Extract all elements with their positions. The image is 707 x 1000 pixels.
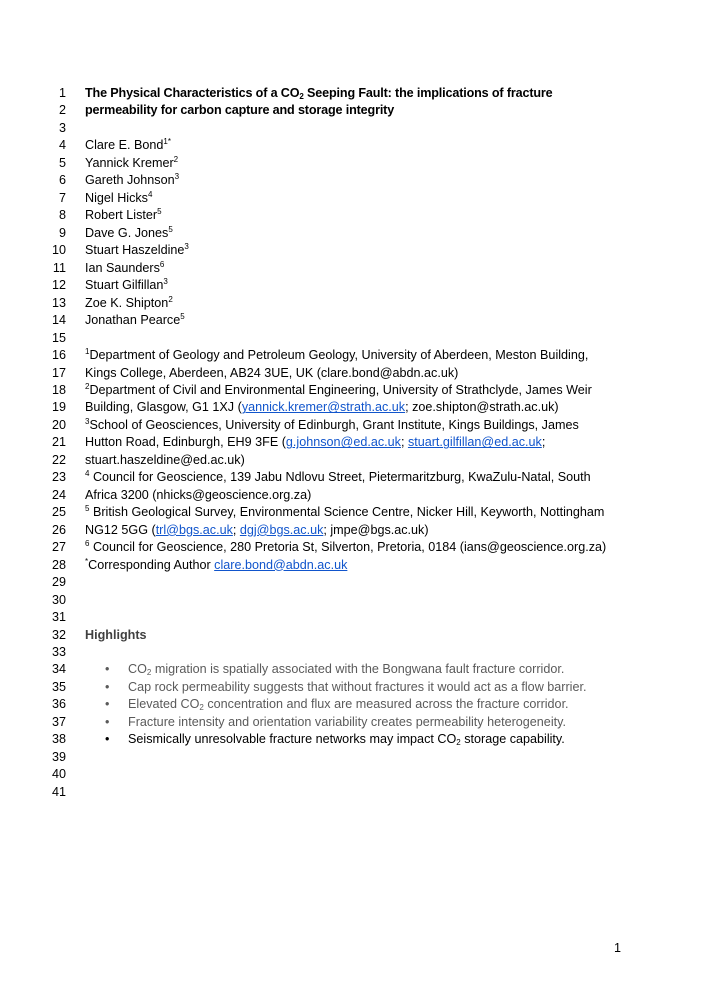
subscript: 2 [199,703,204,713]
line-number: 24 [51,487,66,502]
affiliation-3 [85,417,579,434]
author-line [0,260,707,277]
affiliation-4-cont: Africa 3200 (nhicks@geoscience.org.za) [85,487,312,502]
line-number: 14 [51,313,66,328]
author [85,137,171,154]
affiliation-5 [85,504,604,521]
line-number: 20 [51,417,66,432]
affiliation-line [0,539,707,556]
text: storage capability. [460,732,565,747]
highlight-item [0,661,707,678]
line-number: 3 [58,120,66,135]
affiliation-1-cont: Kings College, Aberdeen, AB24 3UE, UK (clare.bond@abdn.ac.uk) [85,365,459,380]
line-number: 34 [51,662,66,677]
author-line [0,242,707,259]
email-link-gilfillan[interactable]: stuart.gilfillan@ed.ac.uk [407,435,542,450]
line [0,120,707,137]
line-number: 15 [51,330,66,345]
title-text: The Physical Characteristics of a CO [85,86,300,100]
affiliation-text: Hutton Road, Edinburgh, EH9 3FE ( [85,435,286,450]
affiliation-6 [85,539,606,556]
line-number: 31 [51,610,66,625]
affiliation-text: ; jmpe@bgs.ac.uk) [323,522,429,537]
affiliation-mark: 6 [85,539,90,549]
line [0,766,707,783]
email-link-johnson[interactable]: g.johnson@ed.ac.uk [285,435,401,450]
email-link-kremer[interactable]: yannick.kremer@strath.ac.uk [241,400,406,415]
affiliation-line [0,504,707,521]
author-line [0,225,707,242]
author [85,190,152,207]
corresponding-label: Corresponding Author [88,557,215,572]
affiliation-text: School of Geosciences, University of Edinburgh, Grant Institute, Kings Buildings, James [89,417,579,432]
line-number: 1 [58,86,66,100]
author-affiliation-mark: 2 [173,154,179,164]
line-number: 5 [58,155,66,170]
line-number: 11 [52,260,66,275]
line-number: 16 [51,348,66,363]
text: CO [128,662,147,677]
affiliation-line [0,417,707,434]
line-number: 25 [51,505,66,520]
author-line [0,155,707,172]
author [85,277,168,294]
highlight-item [0,714,707,731]
author-name: Clare E. Bond [85,138,164,153]
affiliation-2 [85,382,592,399]
author [85,207,162,224]
text: migration is spatially associated with the Bongwana fault fracture corridor. [151,662,565,677]
affiliation-line [0,452,707,469]
author [85,225,173,242]
author-affiliation-mark: 2 [168,294,173,304]
author-affiliation-mark: 5 [157,207,162,217]
line-number: 37 [51,714,66,729]
author-name: Nigel Hicks [85,190,148,205]
bullet-icon: • [105,714,110,729]
line-number: 8 [58,208,66,223]
affiliation-3-cont: stuart.haszeldine@ed.ac.uk) [85,452,245,467]
affiliation-4 [85,469,591,486]
line [0,102,707,119]
author [85,312,185,329]
line [0,574,707,591]
line-number: 18 [51,382,66,397]
highlight-text: Cap rock permeability suggests that without fractures it would act as a flow barrier. [128,679,587,694]
line-number: 27 [51,540,66,555]
email-link-lister[interactable]: trl@bgs.ac.uk [155,522,233,537]
affiliation-line [0,382,707,399]
corresponding-author-line [0,557,707,574]
line-number: 29 [51,575,66,590]
line-number: 4 [58,138,66,153]
author-line [0,312,707,329]
line-number: 17 [51,365,66,380]
author-name: Ian Saunders [85,260,160,275]
line-number: 30 [51,592,66,607]
affiliation-line [0,487,707,504]
author-name: Dave G. Jones [85,225,169,240]
author [85,295,173,312]
line-number: 36 [51,697,66,712]
affiliation-text: Council for Geoscience, 139 Jabu Ndlovu Street, Pietermaritzburg, KwaZulu-Natal, South [89,470,591,485]
author-name: Yannick Kremer [85,155,174,170]
affiliation-5-cont [85,522,429,539]
line-number: 41 [51,784,66,799]
affiliation-line [0,347,707,364]
author-affiliation-mark: 1* [163,137,171,147]
line [0,784,707,801]
line-number: 7 [58,190,66,205]
line-number: 22 [51,452,66,467]
author-affiliation-mark: 3 [163,277,168,287]
bullet-icon: • [105,662,110,677]
line [0,85,707,102]
line [0,749,707,766]
affiliation-mark: 3 [85,416,90,426]
page-number: 1 [614,941,622,955]
paper-title-line-2: permeability for carbon capture and storage integrity [85,103,395,118]
author [85,172,179,189]
separator: ; [400,435,408,450]
author-name: Stuart Gilfillan [85,278,164,293]
line-number: 33 [51,645,66,659]
subscript: 2 [146,668,152,678]
highlight-text [128,696,569,713]
affiliation-line [0,365,707,382]
asterisk-mark: * [85,556,89,566]
line-number: 35 [51,679,66,694]
corresponding-author [85,557,347,574]
author-name: Gareth Johnson [85,173,175,188]
affiliation-text: British Geological Survey, Environmental Science Centre, Nicker Hill, Keyworth, Nottingham [89,505,605,520]
bullet-icon: • [105,679,110,694]
line-number: 6 [58,173,66,188]
author [85,155,178,172]
line [0,627,707,644]
email-link-jones[interactable]: dgj@bgs.ac.uk [239,522,324,537]
affiliation-text: Department of Civil and Environmental Engineering, University of Strathclyde, James Weir [89,382,592,397]
author-name: Robert Lister [85,208,158,223]
text: Seismically unresolvable fracture networks may impact CO [128,732,457,747]
line [0,592,707,609]
bullet-icon: • [105,697,110,712]
line-number: 40 [51,767,66,782]
affiliation-line [0,469,707,486]
line [0,330,707,347]
text: concentration and flux are measured across the fracture corridor. [203,697,569,712]
affiliation-mark: 1 [85,347,90,357]
affiliation-text: ; zoe.shipton@strath.ac.uk) [405,400,559,415]
affiliation-text: NG12 5GG ( [85,522,156,537]
highlight-text [128,661,564,678]
affiliation-1 [85,347,588,364]
affiliation-mark: 4 [85,469,90,479]
line [0,609,707,626]
line-number: 12 [51,278,66,293]
author-affiliation-mark: 5 [168,224,173,234]
affiliation-line [0,522,707,539]
author-line [0,295,707,312]
author [85,260,164,277]
title-text: Seeping Fault: the implications of fracture [303,86,553,100]
text: Elevated CO [128,697,200,712]
author-line [0,137,707,154]
highlight-item [0,679,707,696]
highlight-item [0,696,707,713]
author-affiliation-mark: 6 [159,259,165,269]
line-number: 9 [58,225,66,240]
author-line [0,207,707,224]
line-number: 10 [51,243,66,258]
line-number: 32 [51,627,66,642]
affiliation-text: ; [541,435,546,450]
line-number: 2 [58,103,66,118]
affiliation-text: Department of Geology and Petroleum Geology, University of Aberdeen, Meston Building, [89,348,589,363]
author-line [0,277,707,294]
line-number: 21 [51,435,66,450]
affiliation-3-cont [85,434,545,451]
author-name: Stuart Haszeldine [85,243,185,258]
line-number: 13 [51,295,66,310]
subscript: 2 [299,92,304,101]
line-number: 26 [51,522,66,537]
author-affiliation-mark: 3 [184,242,189,252]
line-number: 28 [51,557,66,572]
line-number: 38 [51,732,66,747]
line-number: 23 [51,470,66,485]
separator: ; [232,522,240,537]
affiliation-line [0,434,707,451]
author-affiliation-mark: 5 [180,312,185,322]
email-link-bond[interactable]: clare.bond@abdn.ac.uk [214,557,348,572]
author-affiliation-mark: 3 [174,172,180,182]
highlight-item [0,731,707,748]
highlight-text: Fracture intensity and orientation variability creates permeability heterogeneity. [128,714,566,729]
affiliation-text: Building, Glasgow, G1 1XJ ( [85,400,242,415]
affiliation-2-cont [85,399,559,416]
paper-title-line-1 [85,85,553,102]
author-name: Jonathan Pearce [85,313,181,328]
affiliation-mark: 5 [85,504,90,514]
line-number: 19 [51,400,66,415]
author-line [0,190,707,207]
highlight-text [128,731,565,748]
bullet-icon: • [105,732,110,747]
subscript: 2 [456,738,461,748]
author-affiliation-mark: 4 [147,189,153,199]
affiliation-line [0,399,707,416]
author-name: Zoe K. Shipton [85,295,169,310]
author-line [0,172,707,189]
line-numbered-body [0,85,707,801]
affiliation-mark: 2 [85,381,90,391]
author [85,242,189,259]
line-number: 39 [51,749,66,764]
highlights-heading: Highlights [85,627,147,642]
affiliation-text: Council for Geoscience, 280 Pretoria St, Silverton, Pretoria, 0184 (ians@geoscience.org.za) [89,540,607,555]
line [0,644,707,661]
